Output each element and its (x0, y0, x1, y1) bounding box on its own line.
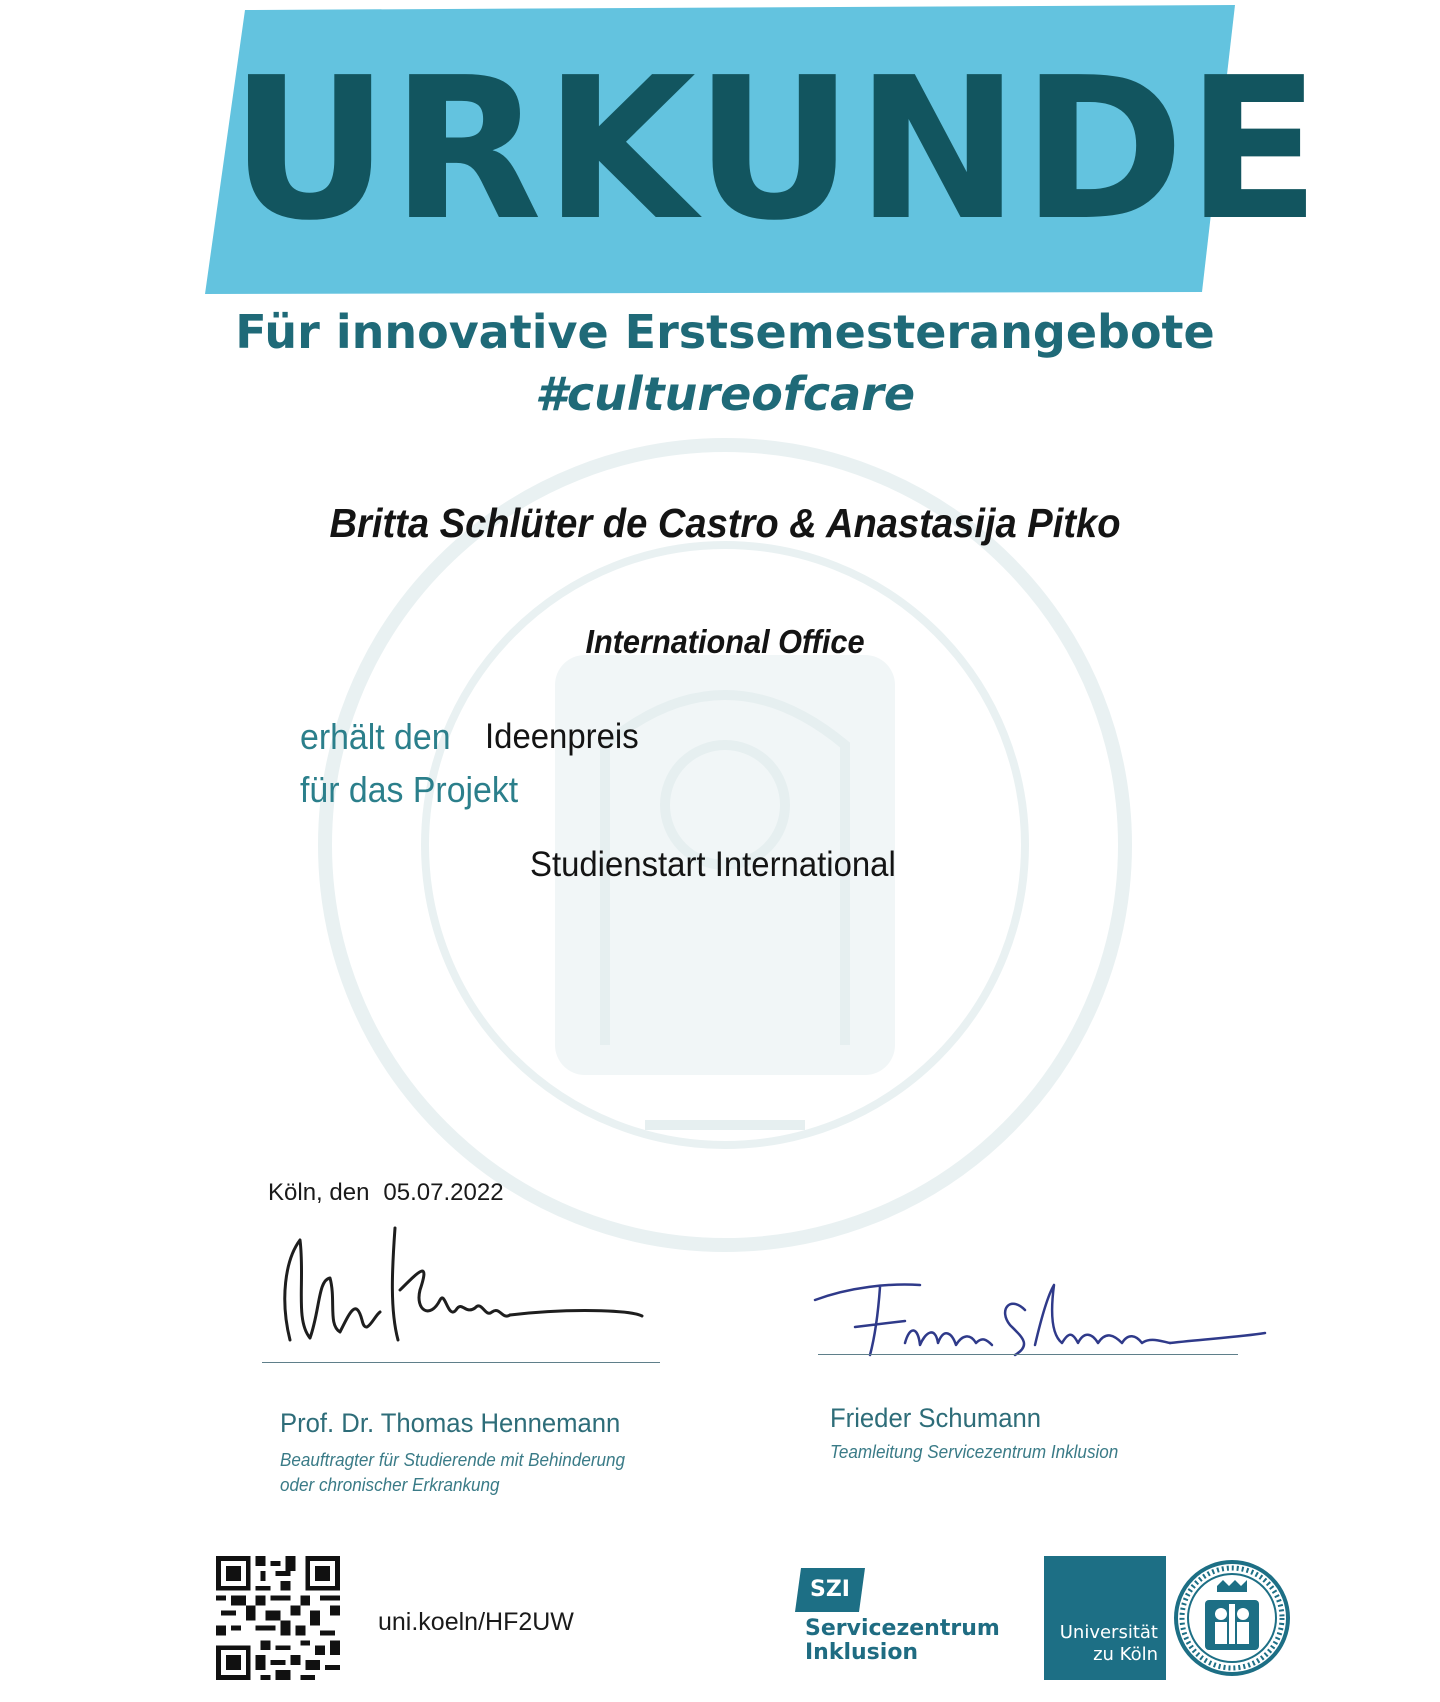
award-hashtag: #cultureofcare (534, 367, 916, 421)
signature-line-left (262, 1362, 660, 1363)
recipient-names: Britta Schlüter de Castro & Anastasija Pitko (329, 500, 1121, 546)
place-label: Köln, den (268, 1179, 370, 1206)
signature-line-right (818, 1354, 1238, 1355)
project-label: für das Projekt (300, 769, 519, 810)
short-link[interactable]: uni.koeln/HF2UW (378, 1608, 574, 1636)
receives-label: erhält den (300, 716, 451, 757)
prize-name: Ideenpreis (485, 717, 639, 756)
university-logo (1044, 1556, 1166, 1680)
signatory-name-right: Frieder Schumann (830, 1403, 1042, 1433)
qr-code-icon (216, 1556, 340, 1680)
award-subtitle: Für innovative Erstsemesterangebote (235, 305, 1215, 359)
signature-schumann (810, 1255, 1270, 1365)
signatory-name-left: Prof. Dr. Thomas Hennemann (280, 1408, 621, 1438)
szi-name-line2: Inklusion (805, 1640, 919, 1665)
recipient-organisation: International Office (585, 623, 865, 660)
signatory-role-left-line1: Beauftragter für Studierende mit Behinderung (280, 1450, 626, 1470)
szi-badge-text: SZI (810, 1577, 850, 1602)
issue-date: 05.07.2022 (383, 1179, 504, 1206)
university-name-line1: Universität (1059, 1622, 1158, 1643)
certificate-title: URKUNDE (230, 36, 1323, 264)
signature-hennemann (270, 1220, 650, 1360)
place-and-date (268, 1177, 504, 1209)
project-name: Studienstart International (530, 845, 896, 884)
signatory-role-right: Teamleitung Servicezentrum Inklusion (830, 1442, 1119, 1462)
university-seal-icon (1173, 1556, 1291, 1680)
signatory-role-left-line2: oder chronischer Erkrankung (280, 1475, 500, 1495)
szi-name-line1: Servicezentrum (805, 1616, 1000, 1641)
university-name-line2: zu Köln (1093, 1644, 1158, 1665)
szi-logo-badge (795, 1568, 865, 1612)
